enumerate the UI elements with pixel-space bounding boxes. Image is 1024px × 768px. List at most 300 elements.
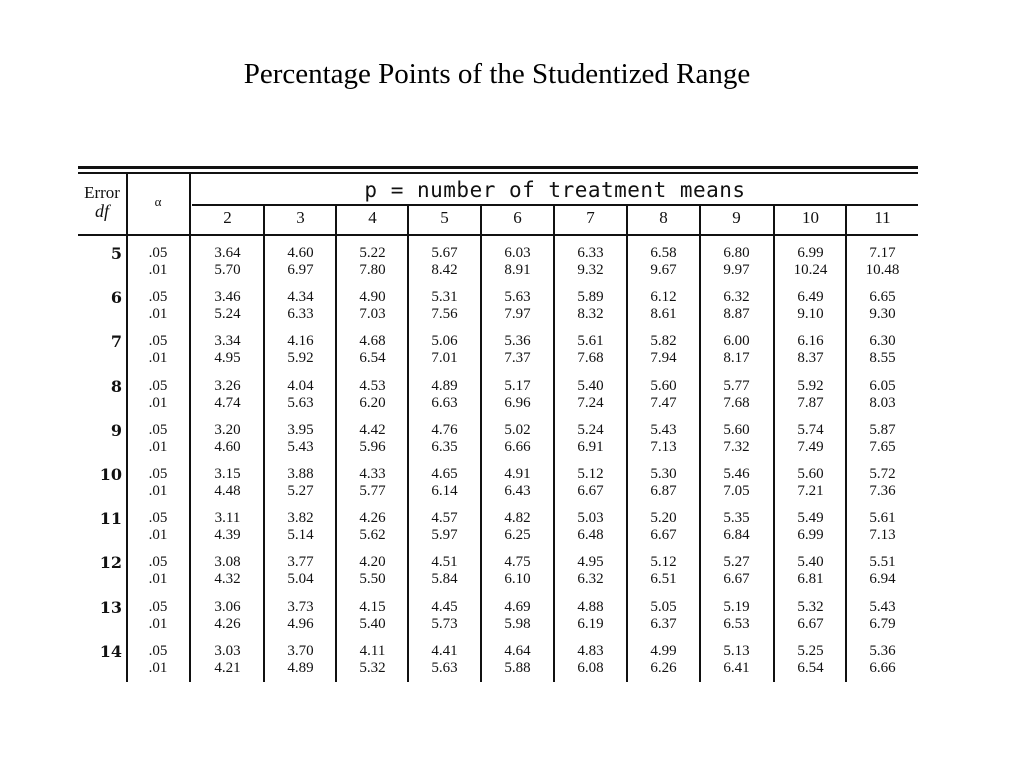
alpha-value: .01	[148, 615, 168, 632]
critical-value: 5.25	[797, 642, 824, 659]
error-df-value: 7	[110, 332, 122, 352]
alpha-value: .01	[148, 394, 168, 411]
critical-value: 4.89	[287, 659, 314, 676]
alpha-value: .01	[148, 571, 168, 588]
error-df-value: 12	[99, 553, 122, 573]
critical-value: 4.32	[214, 571, 241, 588]
critical-value: 6.16	[797, 333, 824, 350]
value-cell	[628, 599, 699, 633]
critical-value: 6.26	[650, 659, 677, 676]
critical-value: 5.40	[359, 615, 386, 632]
critical-value: 6.81	[797, 571, 824, 588]
critical-value: 4.83	[577, 642, 604, 659]
value-cell	[775, 466, 846, 500]
value-cell	[628, 333, 699, 367]
critical-value: 5.32	[797, 598, 824, 615]
alpha-values	[142, 378, 174, 412]
value-cell	[555, 643, 626, 677]
value-cell	[337, 643, 408, 677]
value-cell	[337, 333, 408, 367]
critical-value: 4.89	[431, 377, 458, 394]
critical-value: 4.04	[287, 377, 314, 394]
value-cell	[482, 333, 553, 367]
critical-value: 5.12	[650, 554, 677, 571]
critical-value: 4.69	[504, 598, 531, 615]
value-cell	[482, 510, 553, 544]
critical-value: 6.33	[577, 245, 604, 261]
critical-value: 10.24	[793, 262, 828, 278]
critical-value: 6.66	[869, 659, 896, 676]
p-header-rule	[192, 204, 918, 206]
critical-value: 5.96	[359, 438, 386, 455]
critical-value: 4.39	[214, 527, 241, 544]
critical-value: 10.48	[865, 262, 900, 278]
critical-value: 4.41	[431, 642, 458, 659]
value-cell	[775, 554, 846, 588]
table-row	[78, 288, 918, 332]
value-cell	[701, 378, 772, 412]
value-cell	[701, 245, 772, 279]
critical-value: 6.84	[723, 527, 750, 544]
value-cell	[555, 422, 626, 456]
value-cell	[628, 289, 699, 323]
critical-value: 5.87	[869, 421, 896, 438]
critical-value: 3.64	[214, 245, 241, 261]
critical-value: 5.43	[287, 438, 314, 455]
column-header-p: 11	[874, 208, 891, 227]
error-df-value: 10	[99, 465, 122, 484]
column-header-p: 9	[732, 208, 741, 227]
critical-value: 6.48	[577, 527, 604, 544]
value-cell	[192, 554, 263, 588]
value-cell	[337, 422, 408, 456]
critical-value: 4.26	[214, 615, 241, 632]
error-df-value: 13	[99, 597, 122, 617]
value-cell	[265, 643, 336, 677]
critical-value: 4.45	[431, 598, 458, 615]
critical-value: 4.33	[359, 466, 386, 482]
critical-value: 6.80	[723, 245, 750, 261]
value-cell	[847, 378, 918, 412]
critical-value: 6.10	[504, 571, 531, 588]
table-top-rule	[78, 166, 918, 169]
critical-value: 6.49	[797, 289, 824, 306]
critical-value: 6.97	[287, 262, 314, 278]
critical-value: 4.42	[359, 421, 386, 438]
column-header-p: 10	[802, 208, 819, 227]
table-row	[78, 377, 918, 421]
critical-value: 7.87	[797, 394, 824, 411]
value-cell	[555, 245, 626, 279]
critical-value: 5.92	[797, 377, 824, 394]
critical-value: 8.37	[797, 350, 824, 367]
critical-value: 3.20	[214, 421, 241, 438]
alpha-value: .05	[148, 598, 168, 615]
critical-value: 4.34	[287, 289, 314, 306]
value-cell	[265, 466, 336, 500]
critical-value: 6.12	[650, 289, 677, 306]
value-cell	[337, 510, 408, 544]
value-cell	[555, 333, 626, 367]
error-df-value: 6	[110, 288, 122, 308]
critical-value: 4.57	[431, 510, 458, 527]
critical-value: 5.36	[504, 333, 531, 350]
critical-value: 6.91	[577, 438, 604, 455]
critical-value: 8.87	[723, 306, 750, 323]
critical-value: 7.32	[723, 438, 750, 455]
critical-value: 5.62	[359, 527, 386, 544]
critical-value: 6.54	[797, 659, 824, 676]
critical-value: 7.49	[797, 438, 824, 455]
alpha-value: .05	[148, 642, 168, 659]
critical-value: 7.56	[431, 306, 458, 323]
critical-value: 5.63	[504, 289, 531, 306]
value-cell	[555, 378, 626, 412]
critical-value: 4.16	[287, 333, 314, 350]
critical-value: 5.40	[797, 554, 824, 571]
critical-value: 6.67	[723, 571, 750, 588]
critical-value: 7.65	[869, 438, 896, 455]
page-title: Percentage Points of the Studentized Range	[243, 58, 751, 90]
table-row	[78, 244, 918, 288]
value-cell	[775, 643, 846, 677]
critical-value: 8.55	[869, 350, 896, 367]
critical-value: 4.60	[214, 438, 241, 455]
value-cell	[701, 333, 772, 367]
critical-value: 7.17	[869, 245, 896, 261]
value-cell	[337, 378, 408, 412]
value-cell	[337, 554, 408, 588]
critical-value: 5.05	[650, 598, 677, 615]
critical-value: 6.65	[869, 289, 896, 306]
value-cell	[409, 422, 480, 456]
critical-value: 7.80	[359, 262, 386, 278]
critical-value: 5.73	[431, 615, 458, 632]
critical-value: 4.91	[504, 466, 531, 482]
critical-value: 5.88	[504, 659, 531, 676]
value-cell	[192, 378, 263, 412]
critical-value: 5.98	[504, 615, 531, 632]
critical-value: 8.61	[650, 306, 677, 323]
critical-value: 6.14	[431, 483, 458, 499]
alpha-value: .01	[148, 306, 168, 323]
value-cell	[775, 289, 846, 323]
critical-value: 5.82	[650, 333, 677, 350]
critical-value: 7.68	[577, 350, 604, 367]
value-cell	[775, 510, 846, 544]
critical-value: 6.99	[797, 245, 824, 261]
critical-value: 5.27	[287, 483, 314, 499]
critical-value: 6.00	[723, 333, 750, 350]
critical-value: 6.67	[577, 483, 604, 499]
critical-value: 5.14	[287, 527, 314, 544]
table-row	[78, 642, 918, 686]
critical-value: 6.54	[359, 350, 386, 367]
value-cell	[337, 289, 408, 323]
value-cell	[265, 422, 336, 456]
alpha-value: .05	[148, 289, 168, 306]
critical-value: 7.13	[650, 438, 677, 455]
critical-value: 4.64	[504, 642, 531, 659]
error-df-value: 5	[110, 244, 122, 263]
alpha-value: .05	[148, 466, 168, 482]
value-cell	[482, 643, 553, 677]
critical-value: 5.20	[650, 510, 677, 527]
value-cell	[192, 422, 263, 456]
value-cell	[265, 599, 336, 633]
critical-value: 7.13	[869, 527, 896, 544]
alpha-value: .05	[148, 377, 168, 394]
value-cell	[482, 378, 553, 412]
critical-value: 9.32	[577, 262, 604, 278]
critical-value: 6.19	[577, 615, 604, 632]
critical-value: 6.94	[869, 571, 896, 588]
critical-value: 3.46	[214, 289, 241, 306]
error-header-text: Error	[84, 183, 120, 202]
alpha-value: .05	[148, 554, 168, 571]
value-cell	[409, 643, 480, 677]
value-cell	[628, 510, 699, 544]
error-df-value: 14	[99, 641, 122, 661]
column-header-p: 3	[296, 208, 305, 227]
header-bottom-rule	[78, 234, 918, 236]
critical-value: 3.77	[287, 554, 314, 571]
critical-value: 6.32	[577, 571, 604, 588]
critical-value: 4.26	[359, 510, 386, 527]
critical-value: 5.74	[797, 421, 824, 438]
critical-value: 5.89	[577, 289, 604, 306]
critical-value: 5.32	[359, 659, 386, 676]
critical-value: 6.05	[869, 377, 896, 394]
alpha-value: .01	[148, 350, 168, 367]
table-row	[78, 509, 918, 553]
critical-value: 5.60	[723, 421, 750, 438]
value-cell	[192, 289, 263, 323]
value-cell	[482, 245, 553, 279]
value-cell	[409, 554, 480, 588]
critical-value: 6.20	[359, 394, 386, 411]
value-cell	[337, 245, 408, 279]
value-cell	[775, 245, 846, 279]
value-cell	[409, 599, 480, 633]
value-cell	[701, 466, 772, 500]
critical-value: 6.37	[650, 615, 677, 632]
value-cell	[482, 422, 553, 456]
critical-value: 5.02	[504, 421, 531, 438]
table-row	[78, 421, 918, 465]
df-header-text: df	[94, 201, 109, 221]
alpha-value: .05	[148, 333, 168, 350]
critical-value: 5.67	[431, 245, 458, 261]
value-cell	[482, 289, 553, 323]
critical-value: 6.51	[650, 571, 677, 588]
alpha-values	[142, 422, 174, 456]
value-cell	[409, 333, 480, 367]
critical-value: 4.95	[577, 554, 604, 571]
critical-value: 5.63	[287, 394, 314, 411]
critical-value: 5.22	[359, 245, 386, 261]
value-cell	[409, 378, 480, 412]
critical-value: 5.17	[504, 377, 531, 394]
value-cell	[265, 289, 336, 323]
critical-value: 7.36	[869, 483, 896, 499]
critical-value: 5.60	[650, 377, 677, 394]
critical-value: 6.96	[504, 394, 531, 411]
critical-value: 5.92	[287, 350, 314, 367]
critical-value: 6.87	[650, 483, 677, 499]
table-row	[78, 332, 918, 376]
value-cell	[775, 333, 846, 367]
critical-value: 7.05	[723, 483, 750, 499]
column-header-p: 7	[586, 208, 595, 227]
error-df-value: 9	[110, 420, 122, 440]
value-cell	[482, 554, 553, 588]
critical-value: 7.01	[431, 350, 458, 367]
value-cell	[701, 643, 772, 677]
critical-value: 5.31	[431, 289, 458, 306]
value-cell	[192, 643, 263, 677]
critical-value: 4.51	[431, 554, 458, 571]
alpha-header: α	[154, 194, 162, 209]
alpha-value: .01	[148, 483, 168, 499]
critical-value: 3.34	[214, 333, 241, 350]
critical-value: 4.82	[504, 510, 531, 527]
critical-value: 8.32	[577, 306, 604, 323]
critical-value: 7.97	[504, 306, 531, 323]
critical-value: 5.43	[869, 598, 896, 615]
critical-value: 4.21	[214, 659, 241, 676]
critical-value: 6.33	[287, 306, 314, 323]
value-cell	[628, 245, 699, 279]
value-cell	[701, 599, 772, 633]
critical-value: 6.67	[650, 527, 677, 544]
critical-value: 7.37	[504, 350, 531, 367]
critical-value: 4.15	[359, 598, 386, 615]
critical-value: 5.24	[214, 306, 241, 323]
critical-value: 3.88	[287, 466, 314, 482]
value-cell	[337, 466, 408, 500]
critical-value: 5.43	[650, 421, 677, 438]
alpha-values	[142, 466, 174, 500]
critical-value: 9.10	[797, 306, 824, 323]
value-cell	[701, 510, 772, 544]
value-cell	[192, 245, 263, 279]
value-cell	[847, 245, 918, 279]
critical-value: 6.66	[504, 438, 531, 455]
error-df-header	[78, 183, 126, 221]
critical-value: 5.70	[214, 262, 241, 278]
critical-value: 5.12	[577, 466, 604, 482]
table-row	[78, 553, 918, 597]
value-cell	[628, 378, 699, 412]
critical-value: 5.51	[869, 554, 896, 571]
value-cell	[555, 466, 626, 500]
value-cell	[628, 466, 699, 500]
critical-value: 7.47	[650, 394, 677, 411]
critical-value: 5.06	[431, 333, 458, 350]
value-cell	[192, 466, 263, 500]
critical-value: 5.49	[797, 510, 824, 527]
alpha-value: .05	[148, 510, 168, 527]
critical-value: 6.41	[723, 659, 750, 676]
alpha-value: .05	[148, 245, 168, 261]
alpha-values	[142, 599, 174, 633]
value-cell	[847, 289, 918, 323]
critical-value: 9.67	[650, 262, 677, 278]
value-cell	[555, 289, 626, 323]
critical-value: 4.60	[287, 245, 314, 261]
value-cell	[409, 289, 480, 323]
critical-value: 4.48	[214, 483, 241, 499]
value-cell	[701, 554, 772, 588]
value-cell	[409, 245, 480, 279]
value-cell	[409, 510, 480, 544]
critical-value: 5.61	[869, 510, 896, 527]
critical-value: 6.99	[797, 527, 824, 544]
column-header-p: 8	[659, 208, 668, 227]
alpha-values	[142, 333, 174, 367]
critical-value: 4.99	[650, 642, 677, 659]
critical-value: 6.35	[431, 438, 458, 455]
alpha-values	[142, 643, 174, 677]
critical-value: 3.03	[214, 642, 241, 659]
critical-value: 3.26	[214, 377, 241, 394]
critical-value: 9.30	[869, 306, 896, 323]
critical-value: 7.68	[723, 394, 750, 411]
value-cell	[482, 466, 553, 500]
value-cell	[847, 599, 918, 633]
critical-value: 5.46	[723, 466, 750, 482]
critical-value: 5.72	[869, 466, 896, 482]
value-cell	[847, 510, 918, 544]
p-header: p = number of treatment means	[364, 178, 746, 202]
value-cell	[701, 289, 772, 323]
critical-value: 6.30	[869, 333, 896, 350]
value-cell	[628, 554, 699, 588]
critical-value: 3.11	[214, 510, 241, 527]
critical-value: 6.67	[797, 615, 824, 632]
critical-value: 8.91	[504, 262, 531, 278]
critical-value: 7.24	[577, 394, 604, 411]
critical-value: 4.95	[214, 350, 241, 367]
value-cell	[847, 422, 918, 456]
value-cell	[482, 599, 553, 633]
value-cell	[701, 422, 772, 456]
value-cell	[847, 643, 918, 677]
critical-value: 5.03	[577, 510, 604, 527]
critical-value: 6.79	[869, 615, 896, 632]
critical-value: 3.15	[214, 466, 241, 482]
critical-value: 6.03	[504, 245, 531, 261]
value-cell	[847, 554, 918, 588]
critical-value: 5.35	[723, 510, 750, 527]
value-cell	[265, 554, 336, 588]
value-cell	[265, 510, 336, 544]
value-cell	[847, 333, 918, 367]
critical-value: 3.06	[214, 598, 241, 615]
alpha-value: .01	[148, 438, 168, 455]
critical-value: 6.08	[577, 659, 604, 676]
value-cell	[628, 422, 699, 456]
critical-value: 4.90	[359, 289, 386, 306]
value-cell	[628, 643, 699, 677]
column-header-p: 5	[440, 208, 449, 227]
value-cell	[555, 510, 626, 544]
critical-value: 5.30	[650, 466, 677, 482]
critical-value: 5.77	[723, 377, 750, 394]
critical-value: 5.77	[359, 483, 386, 499]
critical-value: 4.68	[359, 333, 386, 350]
